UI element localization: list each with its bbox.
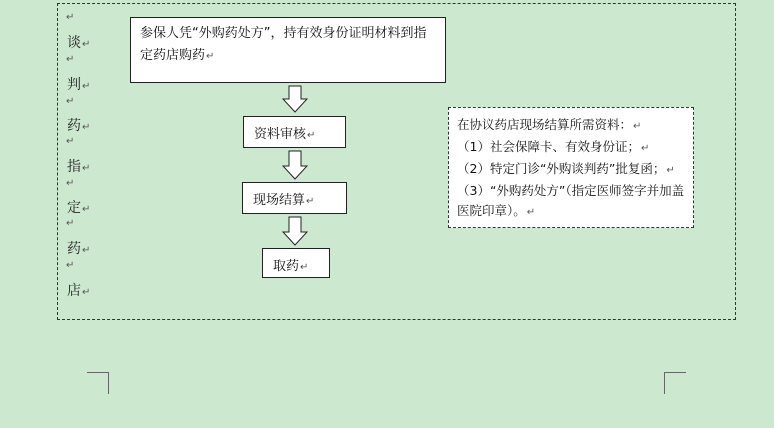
paragraph-mark: ↵	[66, 218, 75, 229]
paragraph-mark: ↵	[66, 136, 75, 147]
vertical-title-char: 店↵	[67, 283, 91, 299]
note-heading: 在协议药店现场结算所需资料：↵	[457, 117, 642, 132]
crop-mark-right-icon	[664, 372, 686, 394]
down-arrow-icon	[282, 150, 308, 180]
flow-step-purchase: 参保人凭“外购药处方”，持有效身份证明材料到指定药店购药↵	[130, 17, 446, 83]
vertical-title-char: 定↵	[67, 200, 91, 216]
note-item: （3）“外购药处方”（指定医师签字并加盖医院印章）。↵	[457, 183, 685, 218]
crop-mark-left-icon	[87, 372, 109, 394]
paragraph-mark: ↵	[66, 178, 75, 189]
flow-step-pickup: 取药↵	[262, 248, 330, 278]
paragraph-mark: ↵	[66, 260, 75, 271]
flow-step-settlement: 现场结算↵	[242, 182, 347, 214]
vertical-title-char: 药↵	[67, 118, 91, 134]
paragraph-mark: ↵	[66, 96, 75, 107]
note-item: （2）特定门诊“外购谈判药”批复函；↵	[457, 161, 675, 176]
down-arrow-icon	[282, 216, 308, 246]
down-arrow-icon	[282, 85, 308, 113]
flow-step-review: 资料审核↵	[243, 116, 346, 148]
paragraph-mark: ↵	[66, 12, 75, 23]
vertical-title-char: 判↵	[67, 77, 91, 93]
vertical-title-char: 谈↵	[67, 35, 91, 51]
note-item: （1）社会保障卡、有效身份证；↵	[457, 139, 650, 154]
paragraph-mark: ↵	[66, 54, 75, 65]
requirements-note	[448, 107, 694, 228]
vertical-title-char: 药↵	[67, 241, 91, 257]
vertical-title-char: 指↵	[67, 159, 91, 175]
